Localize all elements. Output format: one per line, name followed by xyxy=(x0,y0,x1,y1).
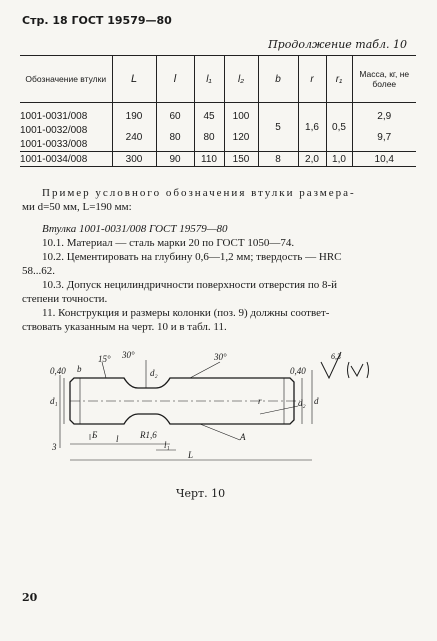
cell-designation: 1001-0032/008 xyxy=(20,124,88,136)
col-l2: l₂ xyxy=(224,56,258,103)
chamfer-left-label: 0,40 xyxy=(50,366,66,376)
roughness-mark xyxy=(319,348,379,388)
d2-top-label: d₂ xyxy=(150,368,158,378)
chamfer-right-label: 0,40 xyxy=(290,366,306,376)
dim-l1-label: l₁ xyxy=(164,440,170,450)
figure-caption: Черт. 10 xyxy=(176,487,226,500)
page-header: Стр. 18 ГОСТ 19579—80 xyxy=(22,14,172,27)
item-11-cont: ствовать указанным на черт. 10 и в табл. 11. xyxy=(22,321,227,333)
col-r: r xyxy=(298,56,326,103)
angle-30-left-label: 30° xyxy=(122,350,135,360)
item-10-3: 10.3. Допуск нецилиндричности поверхности отверстия по 8-й xyxy=(42,279,338,291)
B-label: Б xyxy=(92,430,98,440)
dim-L-label: L xyxy=(188,450,194,460)
table-header-row xyxy=(20,56,416,103)
roughness-value: 6,3 xyxy=(331,352,341,361)
dim-3-label: 3 xyxy=(52,442,57,452)
cell-merged-l2: 120 xyxy=(224,123,258,152)
cell: 8 xyxy=(258,152,298,167)
col-L: L xyxy=(112,56,156,103)
cell-designation: 1001-0034/008 xyxy=(20,152,112,167)
col-designation: Обозначение втулки xyxy=(20,56,112,103)
r-label: r xyxy=(258,396,262,406)
example-line-2: ми d=50 мм, L=190 мм: xyxy=(22,201,132,213)
item-11: 11. Конструкция и размеры колонки (поз. 9) должны соответ- xyxy=(42,307,330,319)
cell: 60 xyxy=(156,103,194,124)
cell: 190 xyxy=(112,103,156,124)
d-label: d xyxy=(314,396,319,406)
cell: 150 xyxy=(224,152,258,167)
cell: 2,0 xyxy=(298,152,326,167)
dim-l-label: l xyxy=(116,434,119,444)
angle-30-right-label: 30° xyxy=(214,352,227,362)
cell: 2,9 xyxy=(352,103,416,124)
cell: 45 xyxy=(194,103,224,124)
item-10-2-cont: 58...62. xyxy=(22,265,55,277)
table-row xyxy=(20,123,416,137)
cell: 110 xyxy=(194,152,224,167)
cell: 90 xyxy=(156,152,194,167)
cell: 100 xyxy=(224,103,258,124)
cell-designation: 1001-0031/008 xyxy=(20,110,88,122)
item-10-1: 10.1. Материал — сталь марки 20 по ГОСТ 1050—74. xyxy=(42,237,295,249)
b-label: b xyxy=(77,364,82,374)
angle-15-label: 15° xyxy=(98,354,111,364)
A-label: A xyxy=(240,432,246,442)
col-l1: l₁ xyxy=(194,56,224,103)
cell: 10,4 xyxy=(352,152,416,167)
item-10-2: 10.2. Цементировать на глубину 0,6—1,2 мм; твердость — HRC xyxy=(42,251,342,263)
cell-merged-L: 240 xyxy=(112,123,156,152)
cell-merged-mass: 9,7 xyxy=(352,123,416,152)
dimensions-table xyxy=(20,55,416,167)
cell-merged-b: 5 xyxy=(258,103,298,152)
table-row xyxy=(20,103,416,124)
cell: 1,0 xyxy=(326,152,352,167)
cell-merged-r: 1,6 xyxy=(298,103,326,152)
table-continuation: Продолжение табл. 10 xyxy=(268,38,407,51)
example-line-1: Пример условного обозначения втулки размера- xyxy=(42,187,356,199)
d1-label: d₁ xyxy=(50,396,58,406)
cell: 300 xyxy=(112,152,156,167)
cell-designation: 1001-0033/008 xyxy=(20,138,88,150)
cell-merged-r1: 0,5 xyxy=(326,103,352,152)
cell-merged-l: 80 xyxy=(156,123,194,152)
item-10-3-cont: степени точности. xyxy=(22,293,108,305)
R-label: R1,6 xyxy=(140,430,157,440)
col-mass: Масса, кг, не более xyxy=(352,56,416,103)
col-l: l xyxy=(156,56,194,103)
example-designation: Втулка 1001-0031/008 ГОСТ 19579—80 xyxy=(42,223,228,235)
col-r1: r₁ xyxy=(326,56,352,103)
cell-merged-l1: 80 xyxy=(194,123,224,152)
d2-right-label: d₂ xyxy=(298,398,306,408)
table-row xyxy=(20,152,416,167)
page-number: 20 xyxy=(22,591,38,604)
col-b: b xyxy=(258,56,298,103)
